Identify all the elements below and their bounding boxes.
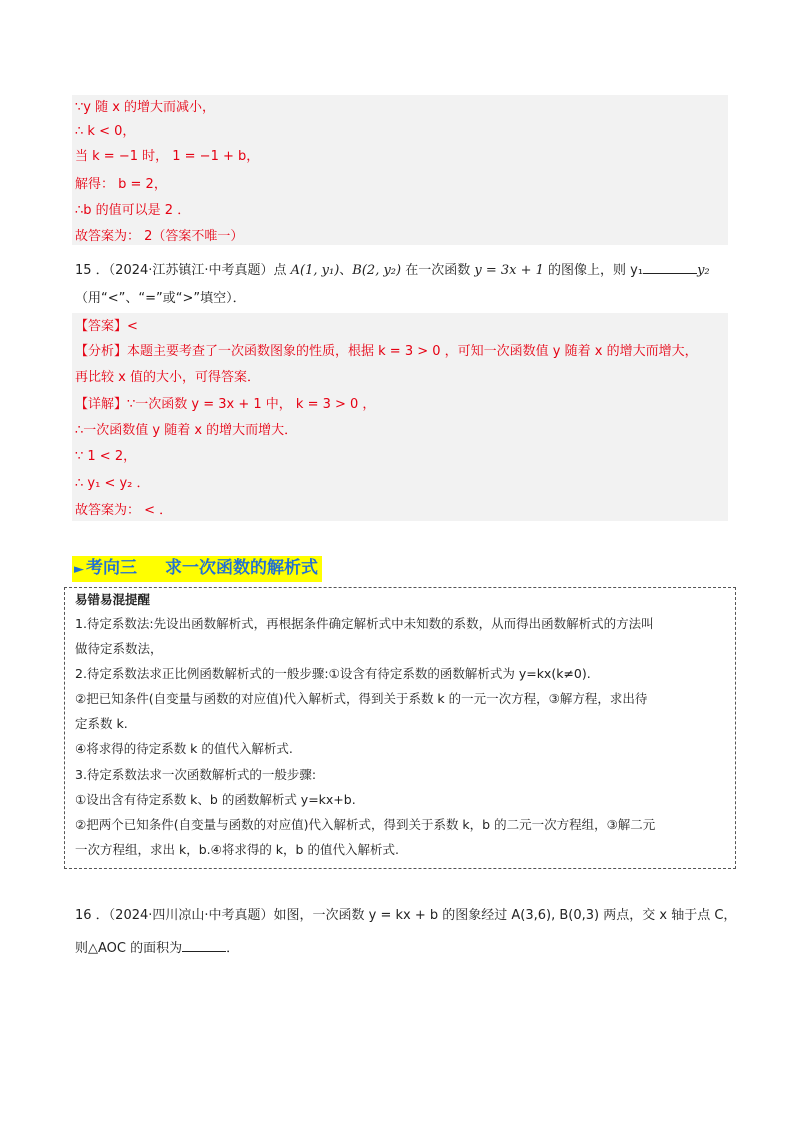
section-title-a: 考向三 [86, 558, 137, 578]
answer-line-2: ∴ k < 0， [75, 124, 136, 139]
section-heading-label [72, 556, 322, 582]
tips-line-4: ②把已知条件(自变量与函数的对应值)代入解析式，得到关于系数 k 的一元一次方程，③解方程，求出待 [75, 691, 648, 706]
q15-detail-4: ∴ y₁ < y₂ ． [75, 476, 150, 491]
question-16-line-1: 16 ．（2024·四川凉山·中考真题）如图，一次函数 y = kx + b 的图象经过 A(3,6), B(0,3) 两点，交 x 轴于点 C， [75, 908, 737, 923]
q15-answer-blank[interactable] [643, 261, 697, 274]
question-15-line-1 [75, 261, 710, 280]
tips-line-1: 1.待定系数法:先设出函数解析式，再根据条件确定解析式中未知数的系数，从而得出函数解析式的方法叫 [75, 616, 654, 631]
answer-line-6: 故答案为： 2（答案不唯一） [75, 229, 244, 244]
q15-detail-3: ∵ 1 < 2， [75, 449, 137, 464]
q16-line2-suffix: ． [226, 941, 240, 956]
q15-point-a: A(1, y₁) [290, 263, 340, 278]
q15-mid: 在一次函数 [401, 263, 475, 278]
q15-function: y = 3x + 1 [474, 263, 544, 278]
tips-line-5: 定系数 k. [75, 716, 128, 731]
question-15-line-2: （用“<”、“=”或“>”填空）． [75, 291, 246, 306]
q16-answer-blank[interactable] [182, 939, 226, 952]
tips-title: 易错易混提醒 [75, 592, 151, 607]
q16-line2-prefix: 则△AOC 的面积为 [75, 941, 183, 956]
q15-point-b: B(2, y₂) [352, 263, 402, 278]
tips-line-6: ④将求得的待定系数 k 的值代入解析式. [75, 741, 293, 756]
answer-line-5: ∴b 的值可以是 2 ． [75, 203, 191, 218]
triangle-icon: ► [74, 562, 84, 577]
tips-line-2: 做待定系数法， [75, 641, 163, 656]
q15-detail-2: ∴一次函数值 y 随着 x 的增大而增大． [75, 423, 298, 438]
q15-end: y₂ [697, 263, 710, 278]
answer-line-4: 解得： b = 2， [75, 177, 167, 192]
q15-separator: 、 [339, 263, 353, 278]
q15-suffix: 的图像上，则 y₁ [543, 263, 644, 278]
tips-line-9: ②把两个已知条件(自变量与函数的对应值)代入解析式，得到关于系数 k，b 的二元一次方程组，③解二元 [75, 817, 656, 832]
tips-line-8: ①设出含有待定系数 k、b 的函数解析式 y=kx+b. [75, 792, 356, 807]
tips-line-3: 2.待定系数法求正比例函数解析式的一般步骤:①设含有待定系数的函数解析式为 y=kx(k≠0). [75, 666, 591, 681]
section-title-b: 求一次函数的解析式 [165, 558, 318, 578]
q15-detail-1: 【详解】∵一次函数 y = 3x + 1 中， k = 3 > 0 ， [75, 397, 376, 412]
question-16-line-2 [75, 939, 239, 958]
tips-line-7: 3.待定系数法求一次函数解析式的一般步骤: [75, 767, 317, 782]
answer-line-3: 当 k = −1 时， 1 = −1 + b， [75, 149, 260, 164]
top-answer-block [72, 95, 728, 245]
tips-box [64, 587, 736, 869]
q15-analysis-1: 【分析】本题主要考查了一次函数图象的性质，根据 k = 3 > 0 ，可知一次函数值 y 随着 x 的增大而增大， [75, 344, 698, 359]
tips-line-10: 一次方程组，求出 k，b.④将求得的 k，b 的值代入解析式. [75, 842, 399, 857]
q15-detail-5: 故答案为： < ． [75, 503, 173, 518]
q15-answer: 【答案】< [75, 319, 138, 334]
section-heading [72, 556, 322, 580]
answer-line-1: ∵y 随 x 的增大而减小， [75, 100, 216, 115]
q15-prefix: 15 ．（2024·江苏镇江·中考真题）点 [75, 263, 291, 278]
q15-analysis-2: 再比较 x 值的大小，可得答案． [75, 370, 260, 385]
